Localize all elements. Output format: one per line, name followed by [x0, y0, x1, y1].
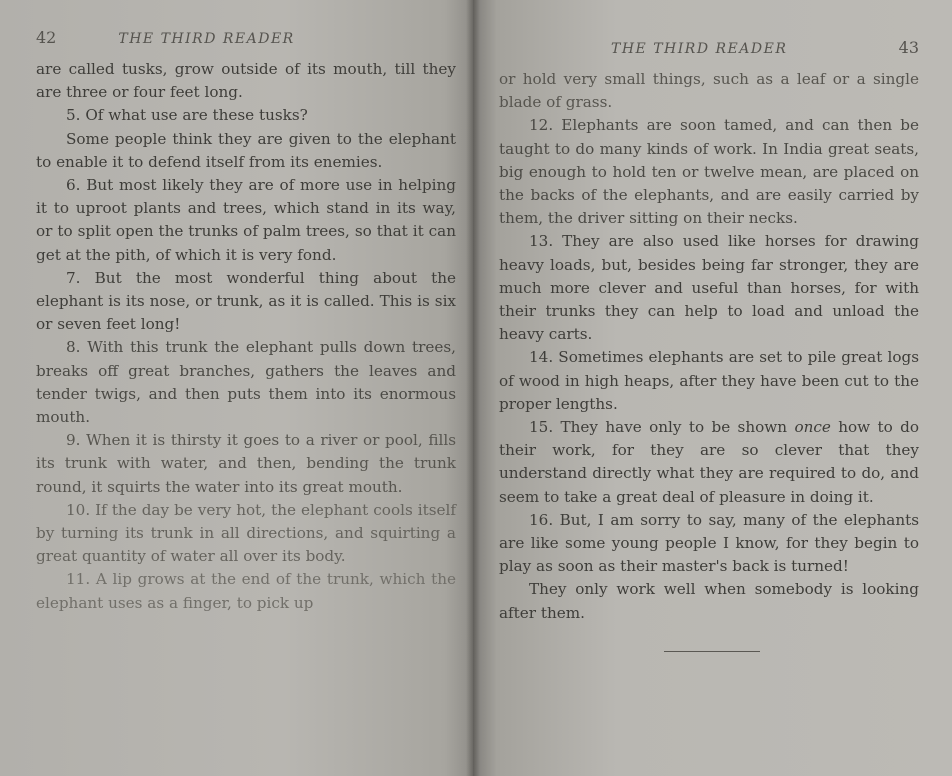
- paragraph: are called tusks, grow outside of its mouth, till they are three or four feet long.: [36, 60, 456, 102]
- paragraph: 12. Elephants are soon tamed, and can then be taught to do many kinds of work. In India great seats, big enough to hold ten or twelve mean, are placed on the backs of the elephants, and are easily carried by them, the driver sitting on their necks.: [499, 116, 919, 228]
- paragraph: 9. When it is thirsty it goes to a river or pool, fills its trunk with water, and then, bending the trunk round, it squirts the water into its great mouth.: [36, 431, 456, 496]
- paragraph: 6. But most likely they are of more use in helping it to uproot plants and trees, which stand in its way, or to split open the trunks of palm trees, so that it can get at the pith, of which it is very fond.: [36, 176, 456, 264]
- right-running-title: THE THIRD READER: [611, 41, 788, 57]
- paragraph: Some people think they are given to the elephant to enable it to defend itself from its enemies.: [36, 129, 456, 171]
- book-gutter: [466, 0, 480, 776]
- right-running-head: [499, 38, 919, 62]
- emphasis-word: once: [794, 418, 831, 437]
- paragraph: 5. Of what use are these tusks?: [66, 106, 308, 125]
- right-page-text: [499, 68, 919, 652]
- paragraph: They only work well when somebody is looking after them.: [499, 580, 919, 622]
- paragraph: 16. But, I am sorry to say, many of the elephants are like some young people I know, for they begin to play as soon as their master's back is turned!: [499, 510, 919, 576]
- left-running-title: THE THIRD READER: [118, 31, 295, 47]
- end-rule: [664, 651, 760, 652]
- left-page-text: [36, 58, 456, 615]
- left-page: [0, 0, 473, 776]
- paragraph: [499, 416, 919, 509]
- left-running-head: [36, 28, 457, 52]
- right-page: [473, 0, 952, 776]
- paragraph: 10. If the day be very hot, the elephant cools itself by turning its trunk in all directions, and squirting a great quantity of water all over its body.: [36, 500, 456, 566]
- paragraph: 7. But the most wonderful thing about the elephant is its nose, or trunk, as it is called. This is six or seven feet long!: [36, 268, 456, 334]
- paragraph: 11. A lip grows at the end of the trunk, which the elephant uses as a finger, to pick up: [36, 570, 456, 612]
- paragraph: 8. With this trunk the elephant pulls down trees, breaks off great branches, gathers the leaves and tender twigs, and then puts them into its enormous mouth.: [36, 338, 456, 427]
- paragraph: or hold very small things, such as a leaf or a single blade of grass.: [499, 70, 919, 112]
- left-page-number: 42: [36, 28, 57, 47]
- paragraph: 13. They are also used like horses for drawing heavy loads, but, besides being far stronger, they are much more clever and useful than horses, for with their trunks they can help to load and unload the heavy carts.: [499, 232, 919, 344]
- paragraph: 14. Sometimes elephants are set to pile great logs of wood in high heaps, after they have been cut to the proper lengths.: [499, 348, 919, 413]
- right-page-number: 43: [898, 38, 919, 57]
- paragraph-text: how to do their work, for they are so clever that they understand directly what they are required to do, and seem to take a great deal of pleasure in doing it.: [499, 418, 919, 506]
- paragraph-text: 15. They have only to be shown: [529, 418, 788, 437]
